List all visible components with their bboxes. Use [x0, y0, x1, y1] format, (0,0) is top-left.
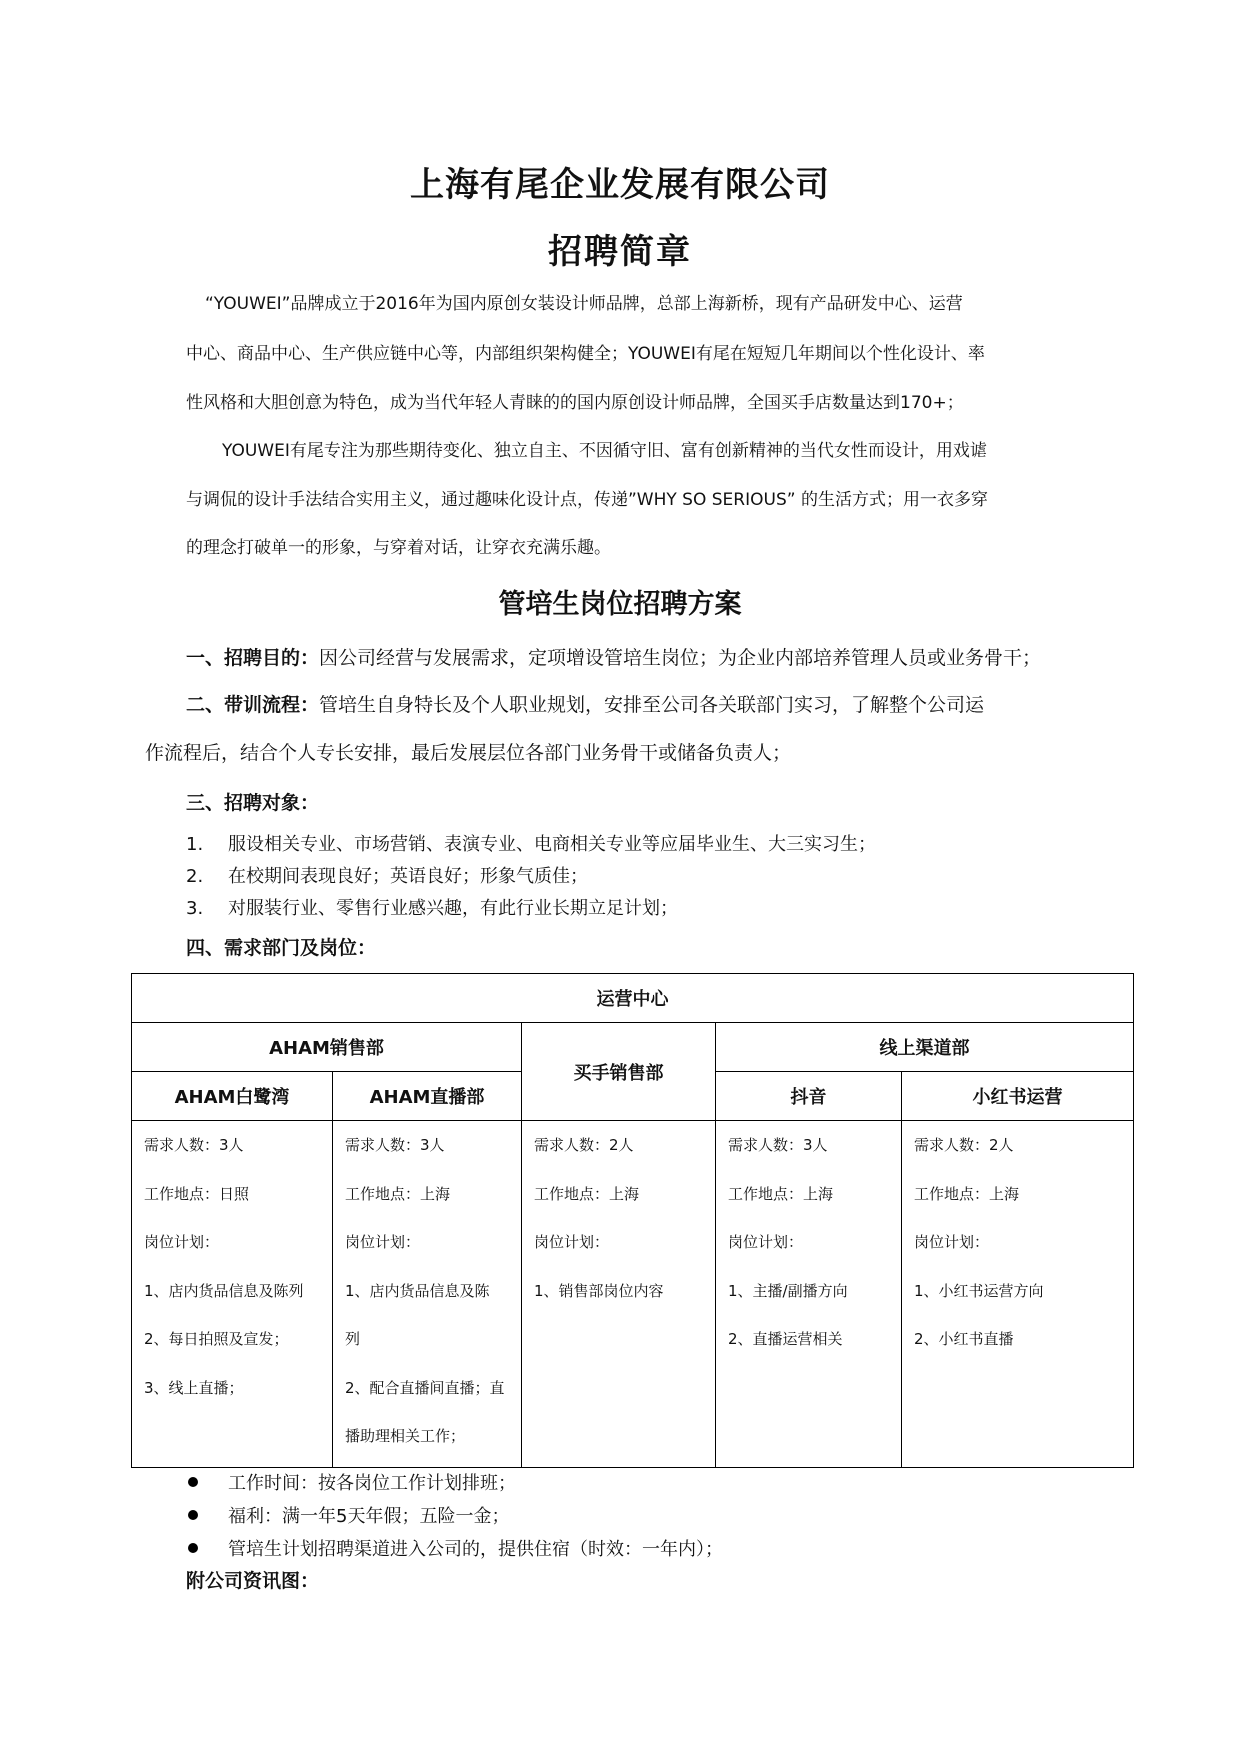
plan-title: 管培生岗位招聘方案: [498, 589, 742, 620]
intro-line-1: “YOUWEI”品牌成立于2016年为国内原创女装设计师品牌，总部上海新桥，现有产品研发中心、运营: [205, 294, 963, 314]
cell-line: 岗位计划：: [345, 1233, 421, 1251]
target-text: 服设相关专业、市场营销、表演专业、电商相关专业等应届毕业生、大三实习生；: [228, 834, 876, 855]
cell-line: 2、每日拍照及宣发；: [144, 1330, 289, 1348]
section-training-label: 二、带训流程：: [186, 694, 320, 716]
target-number: 1.: [186, 834, 204, 855]
company-title: 上海有尾企业发展有限公司: [410, 165, 830, 205]
table-cell-xiaohongshu: [902, 1121, 1134, 1468]
section-training-text-2: 作流程后，结合个人专长安排，最后发展层位各部门业务骨干或储备负责人；: [145, 742, 792, 764]
cell-line: 1、主播/副播方向: [728, 1281, 848, 1300]
section-training: [186, 692, 984, 718]
benefit-text: 工作时间：按各岗位工作计划排班；: [228, 1473, 516, 1494]
section-training-text: 管培生自身特长及个人职业规划，安排至公司各关联部门实习，了解整个公司运: [319, 694, 985, 716]
cell-line: 3、线上直播；: [144, 1378, 244, 1397]
cell-line: 2、小红书直播: [914, 1330, 1014, 1348]
target-number: 3.: [186, 898, 204, 919]
benefit-item-3: [188, 1535, 723, 1561]
cell-line: 1、店内货品信息及陈: [345, 1281, 490, 1300]
table-header-buyer-sales: 买手销售部: [522, 1023, 716, 1121]
cell-line: 工作地点：上海: [914, 1184, 1020, 1203]
table-subheader-douyin: 抖音: [716, 1072, 902, 1121]
table-subheader-bailuwan: AHAM白鹭湾: [132, 1072, 333, 1121]
target-item-3: [186, 894, 678, 920]
cell-line: 1、小红书运营方向: [914, 1281, 1044, 1300]
table-header-online-channel: 线上渠道部: [716, 1023, 1134, 1072]
cell-line: 工作地点：上海: [345, 1184, 451, 1203]
benefit-item-2: [188, 1502, 509, 1528]
target-number: 2.: [186, 866, 204, 887]
cell-line: 岗位计划：: [728, 1233, 804, 1251]
cell-line: 1、销售部岗位内容: [534, 1281, 664, 1300]
target-item-2: [186, 862, 588, 888]
cell-line: 岗位计划：: [914, 1233, 990, 1251]
positions-table: [131, 973, 1134, 1468]
doc-title: 招聘简章: [548, 232, 692, 272]
cell-line: 需求人数：3人: [345, 1136, 445, 1154]
cell-line: 岗位计划：: [144, 1233, 220, 1251]
intro-line-6: 的理念打破单一的形象，与穿着对话，让穿衣充满乐趣。: [186, 538, 611, 558]
bullet-icon: [188, 1510, 198, 1520]
target-text: 在校期间表现良好；英语良好；形象气质佳；: [228, 866, 588, 887]
section-departments-label: 四、需求部门及岗位：: [186, 937, 377, 959]
cell-line: 2、直播运营相关: [728, 1330, 843, 1348]
intro-line-2: 中心、商品中心、生产供应链中心等，内部组织架构健全；YOUWEI有尾在短短几年期间以个性化设计、率: [186, 344, 985, 364]
benefit-text: 福利：满一年5天年假；五险一金；: [228, 1506, 510, 1527]
cell-line: 工作地点：上海: [728, 1184, 834, 1203]
section-purpose: [186, 645, 1041, 671]
cell-line: 播助理相关工作；: [345, 1427, 466, 1445]
cell-line: 需求人数：3人: [728, 1136, 828, 1154]
table-header-aham-sales: AHAM销售部: [132, 1023, 522, 1072]
cell-line: 列: [345, 1330, 361, 1348]
table-subheader-live: AHAM直播部: [333, 1072, 522, 1121]
cell-line: 需求人数：3人: [144, 1136, 244, 1154]
target-text: 对服装行业、零售行业感兴趣，有此行业长期立足计划；: [228, 898, 678, 919]
bullet-icon: [188, 1543, 198, 1553]
table-header-operations: 运营中心: [132, 974, 1134, 1023]
cell-line: 2、配合直播间直播；直: [345, 1378, 505, 1397]
table-subheader-xiaohongshu: 小红书运营: [902, 1072, 1134, 1121]
cell-line: 工作地点：上海: [534, 1184, 640, 1203]
cell-line: 1、店内货品信息及陈列: [144, 1281, 304, 1300]
table-cell-douyin: [716, 1121, 902, 1468]
section-purpose-label: 一、招聘目的：: [186, 647, 320, 669]
benefit-item-1: [188, 1469, 516, 1495]
table-cell-live: [333, 1121, 522, 1468]
cell-line: 需求人数：2人: [534, 1136, 634, 1154]
cell-line: 需求人数：2人: [914, 1136, 1014, 1154]
appendix-label: 附公司资讯图：: [186, 1570, 320, 1592]
target-item-1: [186, 830, 876, 856]
section-purpose-text: 因公司经营与发展需求，定项增设管培生岗位；为企业内部培养管理人员或业务骨干；: [319, 647, 1042, 669]
section-targets-label: 三、招聘对象：: [186, 792, 320, 814]
table-cell-bailuwan: [132, 1121, 333, 1468]
benefit-text: 管培生计划招聘渠道进入公司的，提供住宿（时效：一年内）；: [228, 1539, 723, 1560]
intro-line-4: YOUWEI有尾专注为那些期待变化、独立自主、不因循守旧、富有创新精神的当代女性而设计，用戏谑: [222, 441, 987, 461]
intro-line-3: 性风格和大胆创意为特色，成为当代年轻人青睐的的国内原创设计师品牌，全国买手店数量达到170+；: [186, 393, 964, 413]
intro-line-5: 与调侃的设计手法结合实用主义，通过趣味化设计点，传递”WHY SO SERIOUS” 的生活方式；用一衣多穿: [186, 490, 988, 510]
cell-line: 工作地点：日照: [144, 1184, 250, 1203]
cell-line: 岗位计划：: [534, 1233, 610, 1251]
table-cell-buyer: [522, 1121, 716, 1468]
bullet-icon: [188, 1477, 198, 1487]
